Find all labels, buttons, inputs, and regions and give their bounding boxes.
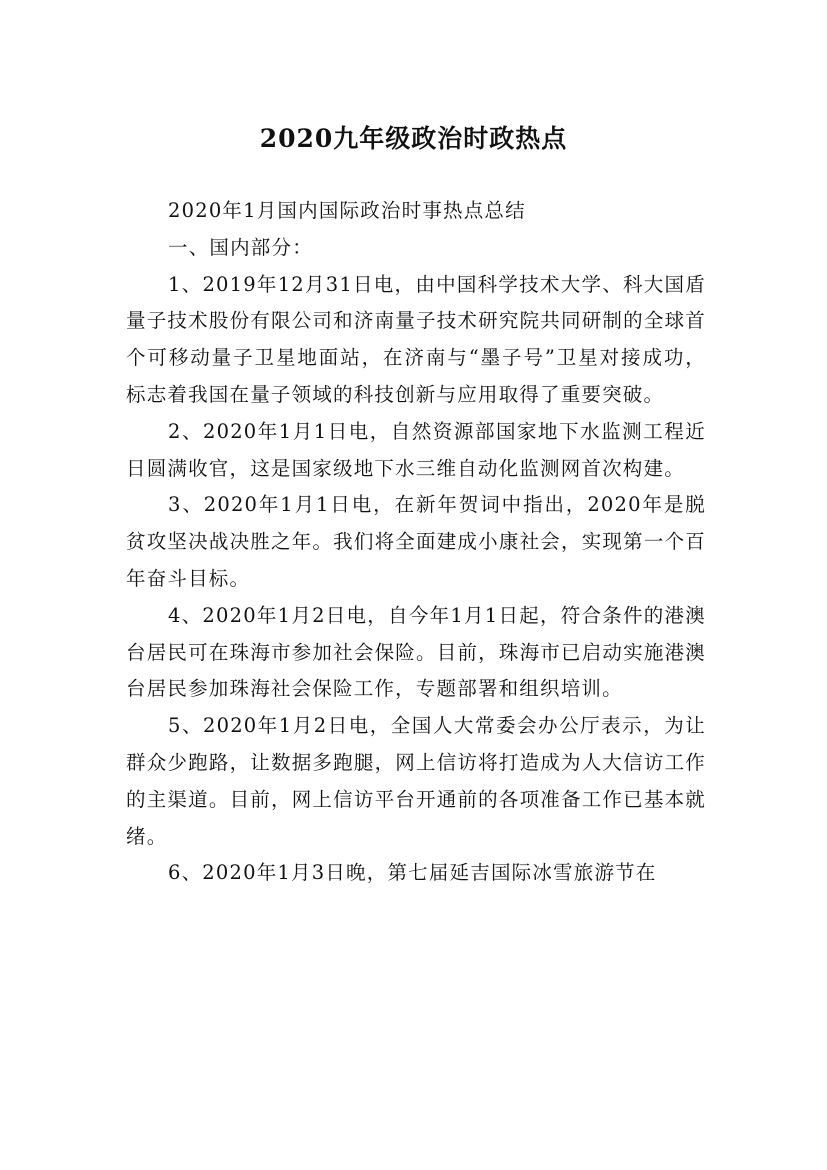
document-title: 2020九年级政治时政热点 [259, 123, 568, 153]
paragraph-item-3: 3、2020年1月1日电，在新年贺词中指出，2020年是脱贫攻坚决战决胜之年。我们将全面建成小康社会，实现第一个百年奋斗目标。 [126, 493, 706, 590]
paragraph-section-domestic: 一、国内部分： [168, 235, 313, 259]
paragraph-item-5: 5、2020年1月2日电，全国人大常委会办公厅表示，为让群众少跑路，让数据多跑腿，网上信访将打造成为人大信访工作的主渠道。目前，网上信访平台开通前的各项准备工作已基本就绪。 [126, 714, 706, 848]
paragraph-item-6: 6、2020年1月3日晚，第七届延吉国际冰雪旅游节在 [168, 861, 657, 885]
document-body [126, 193, 706, 892]
paragraph-item-1: 1、2019年12月31日电，由中国科学技术大学、科大国盾量子技术股份有限公司和济南量子技术研究院共同研制的全球首个可移动量子卫星地面站，在济南与“墨子号”卫星对接成功，标志着我国在量子领域的科技创新与应用取得了重要突破。 [126, 272, 706, 406]
paragraph-item-4: 4、2020年1月2日电，自今年1月1日起，符合条件的港澳台居民可在珠海市参加社会保险。目前，珠海市已启动实施港澳台居民参加珠海社会保险工作，专题部署和组织培训。 [126, 603, 706, 701]
paragraph-item-2: 2、2020年1月1日电，自然资源部国家地下水监测工程近日圆满收官，这是国家级地下水三维自动化监测网首次构建。 [126, 419, 706, 480]
paragraph-summary-heading: 2020年1月国内国际政治时事热点总结 [168, 199, 526, 222]
